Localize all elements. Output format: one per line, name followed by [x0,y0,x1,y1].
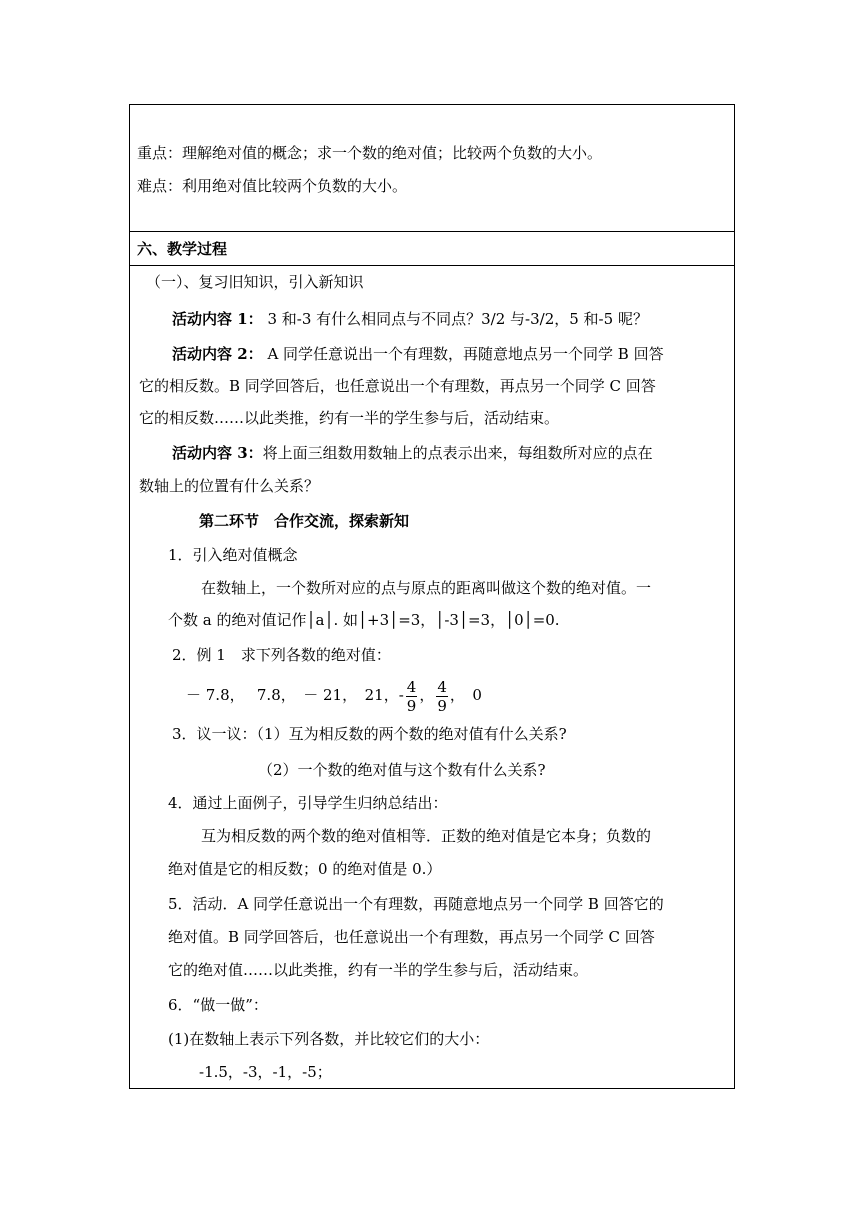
part1-title: （一）、复习旧知识，引入新知识 [146,273,364,291]
item1-title: 1．引入绝对值概念 [168,546,298,564]
item2-separator: ， [419,686,435,704]
activity1-label: 活动内容 1： [172,310,263,328]
activity3-line2: 数轴上的位置有什么关系？ [139,477,320,495]
item5-text-line3: 它的绝对值……以此类推，约有一半的学生参与后，活动结束。 [168,961,589,979]
key-points-cell [129,104,735,232]
item1-text-line1: 在数轴上，一个数所对应的点与原点的距离叫做这个数的绝对值。一 [201,579,652,597]
key-point-text: 重点：理解绝对值的概念；求一个数的绝对值；比较两个负数的大小。 [137,144,603,162]
activity2-text: A 同学任意说出一个有理数，再随意地点另一个同学 B 回答 [262,345,664,363]
item2-numbers [186,675,482,715]
activity3-label: 活动内容 3： [172,444,263,462]
section-heading: 六、教学过程 [137,240,228,258]
item3-sub2: （2）一个数的绝对值与这个数有什么关系? [258,761,546,779]
item3-title: 3．议一议：（1）互为相反数的两个数的绝对值有什么关系? [172,725,567,743]
item2-title: 2．例 1 求下列各数的绝对值： [172,646,391,664]
item6-sub1: (1)在数轴上表示下列各数，并比较它们的大小： [168,1030,490,1048]
item6-title: 6．“做一做”： [168,996,268,1014]
fraction-denominator: 9 [437,696,447,715]
heading-row-divider [129,265,735,266]
fraction-numerator: 4 [437,677,447,696]
item4-text-line2: 绝对值是它的相反数；0 的绝对值是 0.） [168,860,442,878]
item2-numbers-a: － 7.8， 7.8， － 21， 21，- [186,686,404,704]
item5-text-line1: 5．活动．A 同学任意说出一个有理数，再随意地点另一个同学 B 回答它的 [168,895,664,913]
difficult-point-text: 难点：利用绝对值比较两个负数的大小。 [137,177,408,195]
activity2-line1 [172,344,664,364]
item2-numbers-b: ， 0 [449,686,482,704]
activity2-label: 活动内容 2： [172,345,263,363]
item1-text-line2: 个数 a 的绝对值记作│a│. 如│+3│=3，│-3│=3，│0│=0. [168,611,560,629]
fraction-4-9-negative [406,678,418,715]
activity1 [172,309,648,329]
part2-title: 第二环节 合作交流，探索新知 [199,512,410,530]
activity3-text: 将上面三组数用数轴上的点表示出来，每组数所对应的点在 [262,444,653,462]
fraction-4-9 [436,678,448,715]
activity2-line3: 它的相反数……以此类推，约有一半的学生参与后，活动结束。 [139,409,560,427]
activity1-text: 3 和-3 有什么相同点与不同点？3/2 与-3/2，5 和-5 呢？ [262,310,648,328]
fraction-denominator: 9 [406,696,417,715]
fraction-numerator: 4 [406,677,417,696]
activity3-line1 [172,443,653,463]
activity2-line2: 它的相反数。B 同学回答后，也任意说出一个有理数，再点另一个同学 C 回答 [139,377,656,395]
item6-numbers: -1.5，-3，-1，-5； [199,1063,332,1081]
item4-title: 4．通过上面例子，引导学生归纳总结出： [168,794,448,812]
item5-text-line2: 绝对值。B 同学回答后，也任意说出一个有理数，再点另一个同学 C 回答 [168,928,655,946]
item4-text-line1: 互为相反数的两个数的绝对值相等．正数的绝对值是它本身；负数的 [201,827,652,845]
